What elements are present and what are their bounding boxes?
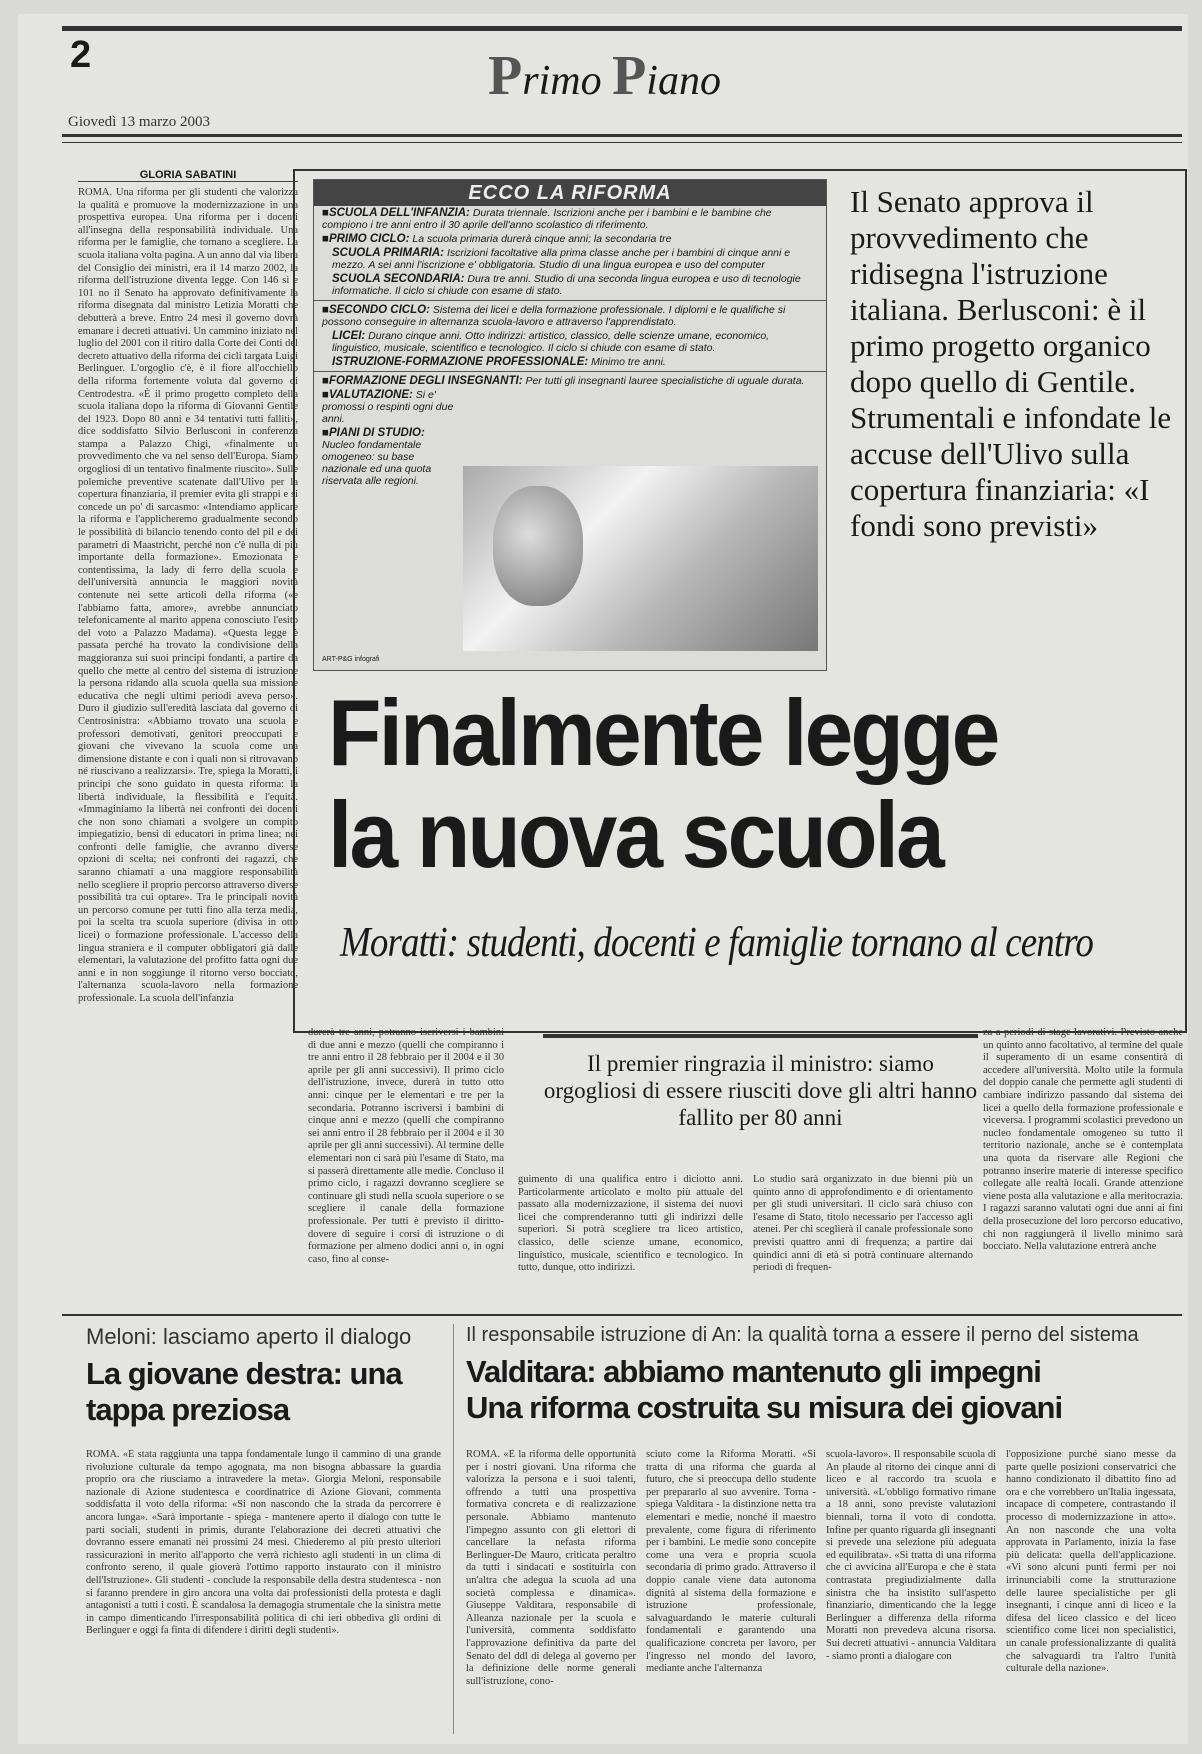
main-article-column-2: durerà tre anni, potranno iscriversi i bambini di due anni e mezzo (quelli che compiranno i tre anni entro il 28 febbraio per il 2004 e il 30 aprile per gli anni successivi). Il primo ciclo dell'istruzione, invece, durerà in tutto otto anni: cinque per le elementari e tre per la secondaria. Potranno iscriversi i bambini di cinque anni e mezzo (quelli che compiranno sei anni entro il 28 febbraio per il 2004 e il 30 aprile per gli anni successivi). Al termine delle elementari non ci sarà più l'esame di Stato, ma si passerà direttamente alle medie. Concluso il primo ciclo, i ragazzi dovranno scegliere se continuare gli studi nella scuola superiore o se scegliere il canale della formazione professionale. Per tutti è previsto il diritto-dovere di seguire i corsi di istruzione o di formazione per almeno dodici anni o, in ogni caso, fino al conse- (308, 1027, 504, 1265)
header-rule (62, 134, 1182, 137)
info-item: ■FORMAZIONE DEGLI INSEGNANTI: Per tutti gli insegnanti lauree specialistiche di uguale durata. (322, 375, 805, 387)
main-subhead: Moratti: studenti, docenti e famiglie tornano al centro (340, 920, 1093, 966)
meloni-article-text: ROMA. «È stata raggiunta una tappa fondamentale lungo il cammino di una grande rivoluzione culturale da tempo agognata, ma non bisogna abbassare la guardia proprio ora che riusciamo a intravedere la meta». Giorgia Meloni, responsabile nazionale di Azione studentesca e coordinatrice di Azione Giovani, commenta soddisfatta il voto della riforma: «Si non nascondo che la strada da percorrere è ancora lunga». «Sarà importante - spiega - mantenere aperto il dialogo con tutte le parti sociali, studenti in primis, durante l'elaborazione dei decreti attuativi che dovranno essere emanati nei prossimi 24 mesi. Chiederemo al più presto ulteriori rassicurazioni in merito all'apporto che verrà richiesto agli studenti in un clima di confronto sereno, il quale gioverà l'ottimo rapporto instaurato con il ministro dell'Istruzione». Gli studenti - conclude la responsabile della destra studentesca - non si faranno prendere in giro ancora una volta dai professionisti della protesta e dagli antagonisti a tutti i costi. È scandalosa la demagogia strumentale che la sinistra mette in campo dimenticando l'irresponsabilità politica di chi ieri obbediva gli ordini di Berlinguer e oggi fa finta di difendere i diritti degli studenti». (86, 1449, 441, 1637)
main-article-column-3: guimento di una qualifica entro i diciotto anni. Particolarmente articolato e molto più attuale del passato alla modernizzazione, il sistema dei nuovi licei che comprenderanno tutti gli indirizzi delle superiori. Si potrà scegliere tra liceo artistico, classico, delle scienze umane, economico, linguistico, musicale, scientifico e tecnologico. In tutto, dunque, otto indirizzi. (518, 1174, 743, 1274)
info-item: ■PRIMO CICLO: La scuola primaria durerà cinque anni; la secondaria tre (322, 233, 672, 245)
main-headline: Finalmente legge la nuova scuola (328, 680, 998, 887)
meloni-headline: La giovane destra: una tappa preziosa (86, 1356, 402, 1427)
valditara-headline: Valditara: abbiamo mantenuto gli impegni Una riforma costruita su misura dei giovani (466, 1354, 1063, 1425)
newspaper-page (18, 14, 1188, 1744)
info-item: LICEI: Durano cinque anni. Otto indirizzi: artistico, classico, delle scienze umane, economico, linguistico, musicale, scientifico e tecnologico. Il ciclo si chiude con esame di stato. (332, 330, 770, 354)
valditara-column-1: ROMA. «È la riforma delle opportunità per i nostri giovani. Una riforma che valorizza la persona e i suoi talenti, offrendo a tutti una prospettiva formativa concreta e di realizzazione personale. Abbiamo mantenuto l'impegno assunto con gli elettori di cancellare la nefasta riforma Berlinguer-De Mauro, criticata peraltro da tutti i sindacati e sostituirla con un'altra che adegua la scuola ad una società complessa e dinamica». Giuseppe Valditara, responsabile di Alleanza nazionale per la scuola e l'università, commenta soddisfatto l'approvazione definitiva da parte del Senato del ddl di delega al governo per la definizione delle norme generali sull'istruzione, cono- (466, 1449, 636, 1687)
valditara-column-2: sciuto come la Riforma Moratti. «Si tratta di una riforma che guarda al futuro, che si preoccupa dello studente per prepararlo al suo avvenire. Torna - spiega Valditara - la distinzione netta tra elementari e medie, nonché il maestro prevalente, come figura di riferimento per i bambini. Le medie sono concepite come una vera e propria scuola secondaria di primo grado. Attraverso il doppio canale viene data autonoma dignità al sistema della formazione e istruzione professionale, salvaguardando le materie culturali fondamentali e garantendo una qualificazione concreta per lavoro, per l'ingresso nel mondo del lavoro, mediante anche l'alternanza (646, 1449, 816, 1675)
header-rule-thin (62, 142, 1182, 143)
column-divider (453, 1324, 454, 1734)
info-item: ■VALUTAZIONE: Si e' promossi o respinti ogni due anni. (322, 389, 454, 425)
valditara-column-3: scuola-lavoro». Il responsabile scuola di An plaude al ritorno dei cinque anni di liceo e al raccordo tra scuola e università. «L'obbligo formativo rimane a 18 anni, sono previste valutazioni biennali, torna il voto di condotta. Infine per quanto riguarda gli insegnanti si prevede una selezione più adeguata ed equilibrata». «Si tratta di una riforma che ci avvicina all'Europa e che è stata contrastata pregiudizialmente dalla sinistra che ha insistito sull'aspetto finanziario, dimenticando che la legge Berlinguer a differenza della riforma Moratti non prevedeva alcuna risorsa. Sui decreti attuativi - annuncia Valditara - siamo pronti a dialogare con (826, 1449, 996, 1662)
valditara-column-4: l'opposizione purché siano messe da parte quelle posizioni conservatrici che hanno condizionato il dibattito fino ad ora e che vorrebbero un'Italia ingessata, incapace di competere, contrastando il processo di modernizzazione in atto». An non nasconde che una volta approvata in Parlamento, inizia la fase più delicata: quella dell'applicazione. «Vi sono alcuni punti fermi per noi irrinunciabili come la strutturazione delle lauree specialistiche per gli insegnanti, i cinque anni di liceo e la difesa del liceo classico e del liceo scientifico come licei non specialistici, un canale professionalizzante di qualità che salvaguardi tra l'altro l'unità culturale della nazione». (1006, 1449, 1176, 1675)
infobox-title: ECCO LA RIFORMA (314, 180, 826, 206)
info-item: ISTRUZIONE-FORMAZIONE PROFESSIONALE: Minimo tre anni. (332, 356, 666, 368)
info-item: SCUOLA SECONDARIA: Dura tre anni. Studio di una seconda lingua europea e uso di tecnologie informatiche. Il ciclo si chiude con esame di stato. (332, 273, 801, 297)
valditara-kicker: Il responsabile istruzione di An: la qualità torna a essere il perno del sistema (466, 1324, 1139, 1346)
info-item: ■SECONDO CICLO: Sistema dei licei e della formazione professionale. I diplomi e le qualifiche si possono conseguire in alternanza scuola-lavoro e attraverso l'apprendistato. (322, 304, 786, 328)
infographic-credit: ART-P&G infografi (322, 656, 380, 663)
info-item: SCUOLA PRIMARIA: Iscrizioni facoltative alla prima classe anche per i bambini di cinque anni e mezzo. A sei anni l'iscrizione e' obbligatoria. Studio di una lingua europea e uso del computer (332, 247, 791, 271)
child-figure (493, 486, 583, 606)
deck-text: Il Senato approva il provvedimento che ridisegna l'istruzione italiana. Berlusconi: è il primo progetto organico dopo quello di Gentile. Strumentali e infondate le accuse dell'Ulivo sulla copertura finanziaria: «I fondi sono previsti» (850, 184, 1172, 543)
main-article-column-4: Lo studio sarà organizzato in due bienni più un quinto anno di approfondimento e di orientamento per gli studi universitari. Il ciclo sarà chiuso con l'esame di Stato, titolo necessario per l'accesso agli atenei. Per chi sceglierà il canale professionale sono previsti quattro anni di frequenza; a partire dai quindici anni di età si potrà continuare alternando periodi di frequen- (753, 1174, 973, 1274)
meloni-kicker: Meloni: lasciamo aperto il dialogo (86, 1324, 412, 1349)
infobox-divider (314, 300, 826, 301)
info-item: ■SCUOLA DELL'INFANZIA: Durata triennale. Iscrizioni anche per i bambini e le bambine che compiono i tre anni entro il 30 aprile dell'anno scolastico di riferimento. (322, 207, 772, 231)
top-rule (62, 26, 1182, 31)
main-article-column-1: ROMA. Una riforma per gli studenti che valorizza la qualità e promuove la modernizzazione in una prospettiva europea. Una riforma per i docenti all'insegna della responsabilità individuale. Una riforma per le famiglie, che tornano a scegliere. La scuola italiana volta pagina. A un anno dal via libera del Consiglio dei ministri, era il 14 marzo 2002, la riforma dell'istruzione diventa legge. Con 146 sì e 101 no il Senato ha approvato definitivamente la riforma disegnata dal ministro Letizia Moratti che debutterà a breve. Entro 24 mesi il governo dovrà emanare i decreti attuativi. Un cammino iniziato nel luglio del 2001 con il ritiro dalla Corte dei Conti del decreto attuativo della riforma dei cicli targata Luigi Berlinguer. L'orgoglio c'è, è il fiore all'occhiello della riforma fortemente voluta dal governo di Centrodestra. «È il primo progetto completo della scuola italiana dopo la riforma di Giovanni Gentile del 1923. Dopo 80 anni e 34 tentativi tutti falliti», dice soddisfatto Silvio Berlusconi in conferenza stampa a Palazzo Chigi, «finalmente un provvedimento che va nel senso dell'Europa. Siamo orgogliosi di un tentativo finalmente riuscito». Sulle polemiche preventive scatenate dall'Ulivo per la copertura finanziaria, il premier evita gli strappi e si concede un po' di sarcasmo: «Intendiamo applicare la riforma e l'applicheremo gradualmente secondo le possibilità di bilancio tenendo conto del pil e dei parametri di Maastricht, perché non c'è nulla di più importante della formazione». Emozionata e contentissima, la lady di ferro della scuola e dell'università annuncia le maggiori novità contenute nei sette articoli della riforma («e l'abbiamo fatta, amore», avrebbe annunciato telefonicamente al marito appena conosciuto l'esito del voto a Palazzo Madama). «Questa legge è passata perché ha trovato la condivisione della maggioranza sui suoi principi fondanti, a partire da quello che mette al centro del sistema di istruzione la persona ridando alla scuola quella sua missione educativa che negli ultimi periodi aveva perso». Duro il giudizio sull'eredità lasciata dal governo di Centrosinistra: «Abbiamo trovato una scuola e professori demotivati, genitori preoccupati e giovani che vivevano la scuola come una dimensione distante e con i quali non si ritrovavano né riuscivano a realizzarsi». Tre, spiega la Moratti, i principi che sono guidato in questa riforma: la libertà individuale, la flessibilità e l'equità. «Immaginiamo la libertà nei confronti dei docenti che non sono chiamati a svolgere un compito impiegatizio, bensì di educatori in prima linea; nei confronti delle famiglie, che avranno diverse opzioni di scelta; nei confronti dei ragazzi, che saranno chiamati a una maggiore responsabilità nello scegliere il proprio percorso attraverso diverse possibilità tra cui optare». Tra le principali novità un percorso comune per tutti fino alla terza media, poi la scelta tra scuola superiore (divisa in otto licei) o formazione professionale. L'accesso della lingua straniera e il computer obbligatori già dalle elementari, la valutazione del profitto fatta ogni due anni e in non soggiunge il ritorno verso bocciato, l'alternanza scuola-lavoro nella formazione professionale. La scuola dell'infanzia (78, 187, 298, 1004)
section-title: Primo Piano (488, 45, 721, 107)
info-item: ■PIANI DI STUDIO: Nucleo fondamentale omogeneo: su base nazionale ed una quota riservata alle regioni. (322, 427, 432, 487)
page-number: 2 (70, 34, 92, 76)
main-article-column-5: za a periodi di stage lavorativi. Previsto anche un quinto anno facoltativo, al termine del quale il superamento di un esame consentirà di accedere all'università. Molto utile la formula del doppio canale che permette agli studenti di cambiare indirizzo passando dal sistema dei licei a quello della formazione professionale e viceversa. I programmi scolastici prevedono un nucleo fondamentale omogeneo su tutto il territorio nazionale, anche se è contemplata una quota da riservare alle Regioni che potranno inserire materie di interesse specifico collegate alle realtà locali. Grande attenzione viene posta alla valutazione e alla meritocrazia. I ragazzi saranno valutati ogni due anni ai fini della prosecuzione del loro percorso educativo, chi non raggiungerà il livello minimo sarà bocciato. Nella valutazione entrerà anche (983, 1027, 1183, 1253)
infobox-divider (314, 371, 826, 372)
byline: GLORIA SABATINI (78, 169, 298, 182)
pull-quote: Il premier ringrazia il ministro: siamo orgogliosi di essere riusciti dove gli altri hanno fallito per 80 anni (543, 1034, 978, 1131)
section-divider (62, 1314, 1182, 1316)
child-photo (463, 466, 818, 651)
dateline: Giovedì 13 marzo 2003 (68, 114, 211, 130)
